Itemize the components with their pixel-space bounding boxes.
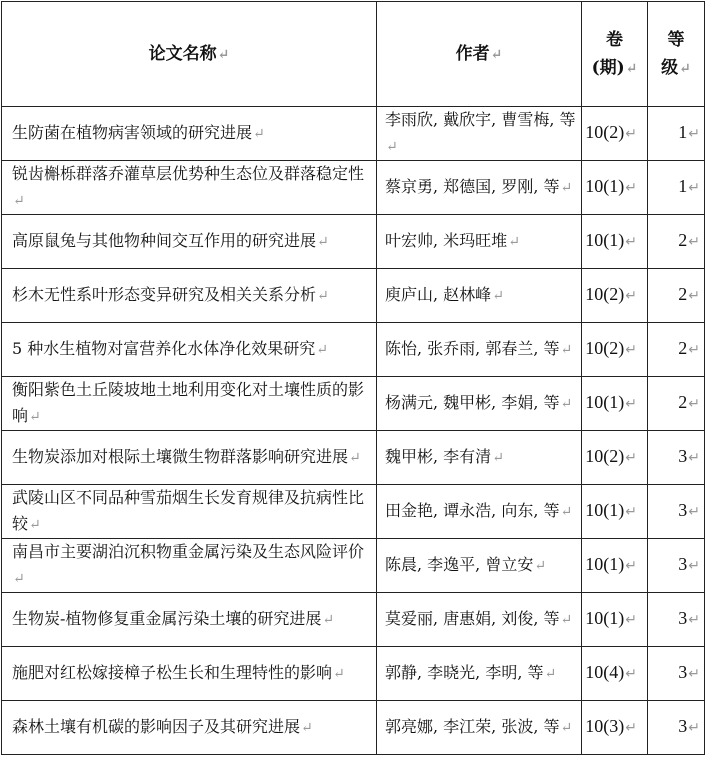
paragraph-mark: ↵ xyxy=(29,409,41,425)
paper-level-cell xyxy=(648,485,705,539)
paragraph-mark: ↵ xyxy=(688,505,700,520)
paper-authors-cell xyxy=(377,647,582,701)
paper-authors: 庾庐山, 赵林峰 xyxy=(385,285,492,304)
paper-authors-cell xyxy=(377,107,582,161)
paper-authors: 莫爱丽, 唐惠娟, 刘俊, 等 xyxy=(385,609,560,628)
paper-title: 生物炭添加对根际土壤微生物群落影响研究进展 xyxy=(12,447,349,466)
paragraph-mark: ↵ xyxy=(688,559,700,574)
paragraph-mark: ↵ xyxy=(688,181,700,196)
header-volume-line2: (期) xyxy=(591,57,625,78)
paper-level: 3 xyxy=(678,446,688,466)
paragraph-mark: ↵ xyxy=(534,558,547,574)
paper-authors-cell xyxy=(377,161,582,215)
paragraph-mark: ↵ xyxy=(625,235,637,250)
paper-volume-cell xyxy=(582,647,648,701)
paper-level: 2 xyxy=(678,284,688,304)
paragraph-mark: ↵ xyxy=(29,517,41,533)
paper-authors: 叶宏帅, 米玛旺堆 xyxy=(385,231,508,250)
paper-authors: 杨满元, 魏甲彬, 李娟, 等 xyxy=(385,393,560,412)
paper-authors-cell xyxy=(377,269,582,323)
paper-level-cell xyxy=(648,647,705,701)
paper-volume: 10(2) xyxy=(585,284,625,304)
paper-title: 衡阳紫色土丘陵坡地土地利用变化对土壤性质的影响 xyxy=(12,380,365,425)
paper-level: 2 xyxy=(678,392,688,412)
paragraph-mark: ↵ xyxy=(625,289,637,304)
paper-authors: 李雨欣, 戴欣宇, 曹雪梅, 等 xyxy=(385,110,576,129)
table-row xyxy=(2,323,705,377)
paragraph-mark: ↵ xyxy=(625,127,637,142)
header-level-line2: 级 xyxy=(661,57,679,78)
paragraph-mark: ↵ xyxy=(508,234,520,250)
paragraph-mark: ↵ xyxy=(688,613,700,628)
paper-volume: 10(4) xyxy=(585,662,625,682)
table-row xyxy=(2,647,705,701)
paper-volume-cell xyxy=(582,431,648,485)
paragraph-mark: ↵ xyxy=(625,60,638,77)
paper-level: 3 xyxy=(678,554,688,574)
paper-volume: 10(1) xyxy=(585,554,625,574)
paragraph-mark: ↵ xyxy=(625,181,637,196)
paragraph-mark: ↵ xyxy=(688,667,700,682)
paragraph-mark: ↵ xyxy=(13,571,25,587)
paper-title-cell xyxy=(2,701,377,755)
paper-volume-cell xyxy=(582,593,648,647)
paper-level-cell xyxy=(648,107,705,161)
paper-title: 施肥对红松嫁接樟子松生长和生理特性的影响 xyxy=(12,663,333,682)
paper-authors-cell xyxy=(377,377,582,431)
paper-level: 1 xyxy=(678,176,688,196)
paper-level: 2 xyxy=(678,230,688,250)
paper-level-cell xyxy=(648,539,705,593)
paragraph-mark: ↵ xyxy=(317,288,329,304)
paragraph-mark: ↵ xyxy=(688,289,700,304)
paper-title-cell xyxy=(2,431,377,485)
paper-volume-cell xyxy=(582,323,648,377)
paragraph-mark: ↵ xyxy=(625,451,637,466)
paper-volume: 10(1) xyxy=(585,392,625,412)
table-row xyxy=(2,431,705,485)
header-level-line1: 等 xyxy=(667,29,685,50)
paper-authors: 陈晨, 李逸平, 曾立安 xyxy=(385,555,534,574)
paper-authors-cell xyxy=(377,215,582,269)
paper-level-cell xyxy=(648,377,705,431)
paper-authors: 陈怡, 张乔雨, 郭春兰, 等 xyxy=(385,339,560,358)
paper-volume: 10(2) xyxy=(585,446,625,466)
paper-volume: 10(1) xyxy=(585,608,625,628)
paragraph-mark: ↵ xyxy=(560,720,573,736)
paper-level-cell xyxy=(648,593,705,647)
paper-volume: 10(3) xyxy=(585,716,625,736)
paper-title: 锐齿槲栎群落乔灌草层优势种生态位及群落稳定性 xyxy=(12,164,365,183)
paper-title-cell xyxy=(2,485,377,539)
paper-title: 森林土壤有机碳的影响因子及其研究进展 xyxy=(12,717,301,736)
paper-authors-cell xyxy=(377,593,582,647)
table-row xyxy=(2,485,705,539)
paper-authors: 魏甲彬, 李有清 xyxy=(385,447,492,466)
paper-authors: 蔡京勇, 郑德国, 罗刚, 等 xyxy=(385,177,560,196)
paper-title: 高原鼠兔与其他物种间交互作用的研究进展 xyxy=(12,231,317,250)
paper-title-cell xyxy=(2,161,377,215)
paper-volume-cell xyxy=(582,269,648,323)
paper-title: 武陵山区不同品种雪茄烟生长发育规律及抗病性比较 xyxy=(12,488,365,533)
paper-volume-cell xyxy=(582,485,648,539)
paper-title-cell xyxy=(2,593,377,647)
paragraph-mark: ↵ xyxy=(625,343,637,358)
paper-title-cell xyxy=(2,215,377,269)
paragraph-mark: ↵ xyxy=(688,235,700,250)
table-row xyxy=(2,377,705,431)
table-row xyxy=(2,269,705,323)
paragraph-mark: ↵ xyxy=(625,397,637,412)
paragraph-mark: ↵ xyxy=(492,450,504,466)
table-row xyxy=(2,161,705,215)
table-row xyxy=(2,107,705,161)
paper-volume-cell xyxy=(582,701,648,755)
paragraph-mark: ↵ xyxy=(560,342,573,358)
table-row xyxy=(2,593,705,647)
paragraph-mark: ↵ xyxy=(560,396,573,412)
papers-table xyxy=(1,1,705,755)
paragraph-mark: ↵ xyxy=(679,60,691,77)
paper-authors-cell xyxy=(377,485,582,539)
paragraph-mark: ↵ xyxy=(13,193,25,209)
paragraph-mark: ↵ xyxy=(253,126,265,142)
paragraph-mark: ↵ xyxy=(625,505,637,520)
paper-volume: 10(1) xyxy=(585,230,625,250)
paragraph-mark: ↵ xyxy=(625,721,637,736)
table-row xyxy=(2,215,705,269)
header-title xyxy=(2,2,377,107)
header-authors xyxy=(377,2,582,107)
paragraph-mark: ↵ xyxy=(322,612,335,628)
paragraph-mark: ↵ xyxy=(560,504,573,520)
paper-title-cell xyxy=(2,539,377,593)
paper-level: 3 xyxy=(678,662,688,682)
header-volume-line1: 卷 xyxy=(606,29,623,50)
paper-title: 杉木无性系叶形态变异研究及相关关系分析 xyxy=(12,285,317,304)
header-title-text: 论文名称 xyxy=(148,43,217,64)
paper-title-cell xyxy=(2,323,377,377)
paper-level: 2 xyxy=(678,338,688,358)
paragraph-mark: ↵ xyxy=(625,667,637,682)
header-row xyxy=(2,2,705,107)
paper-authors-cell xyxy=(377,701,582,755)
header-authors-text: 作者 xyxy=(455,43,490,64)
table-body xyxy=(2,107,705,755)
paper-volume: 10(2) xyxy=(585,122,625,142)
paragraph-mark: ↵ xyxy=(688,127,700,142)
paragraph-mark: ↵ xyxy=(317,234,329,250)
paragraph-mark: ↵ xyxy=(492,288,504,304)
paragraph-mark: ↵ xyxy=(349,450,361,466)
paper-authors: 田金艳, 谭永浩, 向东, 等 xyxy=(385,501,560,520)
paper-level-cell xyxy=(648,431,705,485)
paragraph-mark: ↵ xyxy=(688,397,700,412)
header-volume xyxy=(582,2,648,107)
paper-level: 3 xyxy=(678,716,688,736)
paragraph-mark: ↵ xyxy=(625,559,637,574)
paper-level-cell xyxy=(648,215,705,269)
paper-level: 1 xyxy=(678,122,688,142)
paragraph-mark: ↵ xyxy=(625,613,637,628)
paper-authors-cell xyxy=(377,539,582,593)
paper-title-cell xyxy=(2,269,377,323)
paper-volume: 10(1) xyxy=(585,500,625,520)
paper-authors-cell xyxy=(377,431,582,485)
paragraph-mark: ↵ xyxy=(301,720,313,736)
paper-volume-cell xyxy=(582,107,648,161)
paper-volume-cell xyxy=(582,377,648,431)
paper-title: 生物炭-植物修复重金属污染土壤的研究进展 xyxy=(12,609,322,628)
paper-volume-cell xyxy=(582,161,648,215)
paragraph-mark: ↵ xyxy=(316,342,329,358)
paragraph-mark: ↵ xyxy=(386,139,398,155)
paper-level-cell xyxy=(648,701,705,755)
paper-level-cell xyxy=(648,323,705,377)
paper-level-cell xyxy=(648,269,705,323)
paper-title: 生防菌在植物病害领域的研究进展 xyxy=(12,123,253,142)
table-row xyxy=(2,539,705,593)
table-row xyxy=(2,701,705,755)
paper-title: 5 种水生植物对富营养化水体净化效果研究 xyxy=(12,339,316,358)
paper-volume-cell xyxy=(582,539,648,593)
paragraph-mark: ↵ xyxy=(688,343,700,358)
paragraph-mark: ↵ xyxy=(490,46,503,63)
paragraph-mark: ↵ xyxy=(217,46,230,63)
paragraph-mark: ↵ xyxy=(560,180,573,196)
paragraph-mark: ↵ xyxy=(544,666,557,682)
paper-title-cell xyxy=(2,647,377,701)
paper-title-cell xyxy=(2,107,377,161)
paper-title: 南昌市主要湖泊沉积物重金属污染及生态风险评价 xyxy=(12,542,365,561)
paper-authors: 郭亮娜, 李江荣, 张波, 等 xyxy=(385,717,560,736)
paragraph-mark: ↵ xyxy=(560,612,573,628)
paper-volume: 10(1) xyxy=(585,176,625,196)
paper-level: 3 xyxy=(678,500,688,520)
paper-volume-cell xyxy=(582,215,648,269)
paper-volume: 10(2) xyxy=(585,338,625,358)
paper-authors: 郭静, 李晓光, 李明, 等 xyxy=(385,663,544,682)
header-level xyxy=(648,2,705,107)
paper-title-cell xyxy=(2,377,377,431)
paper-authors-cell xyxy=(377,323,582,377)
paper-level: 3 xyxy=(678,608,688,628)
paragraph-mark: ↵ xyxy=(688,721,700,736)
paragraph-mark: ↵ xyxy=(688,451,700,466)
paragraph-mark: ↵ xyxy=(333,666,345,682)
paper-level-cell xyxy=(648,161,705,215)
